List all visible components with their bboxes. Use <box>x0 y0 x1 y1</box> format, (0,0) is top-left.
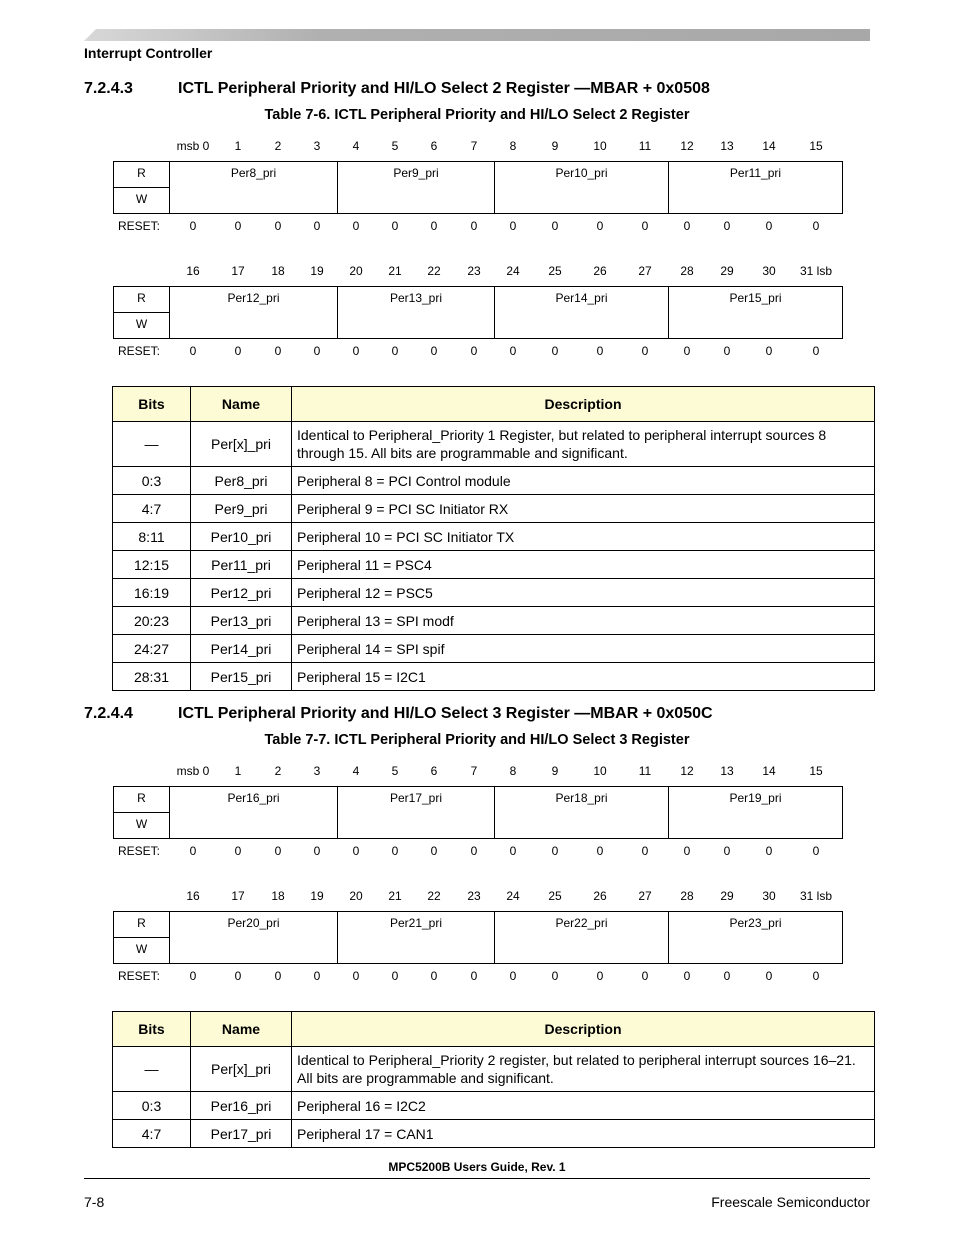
column-header: Name <box>191 387 292 422</box>
bits-cell: 12:15 <box>113 551 191 579</box>
bit-number: 8 <box>509 139 517 153</box>
reset-value: 0 <box>234 219 242 233</box>
reset-value: 0 <box>189 844 197 858</box>
reset-value: 0 <box>352 344 360 358</box>
reset-row <box>113 844 843 858</box>
bit-number: 11 <box>638 764 652 778</box>
register-field <box>338 787 495 838</box>
register-field <box>495 787 669 838</box>
reset-value: 0 <box>683 344 691 358</box>
bit-number: 29 <box>720 264 734 278</box>
field-name: Per9_pri <box>393 166 439 180</box>
reset-value: 0 <box>683 969 691 983</box>
bit-number: 20 <box>349 264 363 278</box>
reset-value: 0 <box>189 969 197 983</box>
description-cell: Peripheral 12 = PSC5 <box>292 579 875 607</box>
column-header: Name <box>191 1012 292 1047</box>
bits-cell: 16:19 <box>113 579 191 607</box>
bit-number: 27 <box>638 264 652 278</box>
field-name: Per18_pri <box>555 791 608 805</box>
table-row <box>113 422 875 467</box>
reset-value: 0 <box>596 969 604 983</box>
page-number: 7-8 <box>84 1194 105 1210</box>
register-row <box>113 911 843 964</box>
bit-number: 28 <box>680 889 694 903</box>
register-field <box>495 912 669 963</box>
reset-value: 0 <box>641 969 649 983</box>
running-header: Interrupt Controller <box>84 45 213 61</box>
reset-value: 0 <box>551 969 559 983</box>
bit-number-row <box>113 139 843 153</box>
bit-number: 23 <box>467 264 481 278</box>
bit-number: 6 <box>430 139 438 153</box>
reset-value: 0 <box>274 844 282 858</box>
section-heading-1 <box>84 80 710 98</box>
reset-row <box>113 344 843 358</box>
column-header: Bits <box>113 387 191 422</box>
reset-value: 0 <box>812 844 820 858</box>
bits-cell: 20:23 <box>113 607 191 635</box>
register-field <box>170 787 338 838</box>
bit-number: 29 <box>720 889 734 903</box>
bit-number: 24 <box>506 889 520 903</box>
register-field <box>669 287 842 338</box>
bits-cell: 8:11 <box>113 523 191 551</box>
reset-value: 0 <box>430 344 438 358</box>
reset-label: RESET: <box>118 844 161 858</box>
section-title: ICTL Peripheral Priority and HI/LO Select 2 Register —MBAR + 0x0508 <box>178 80 710 97</box>
bit-number: 7 <box>470 764 478 778</box>
bit-number: 11 <box>638 139 652 153</box>
register-row <box>113 161 843 214</box>
reset-value: 0 <box>551 344 559 358</box>
footer-doc-title: MPC5200B Users Guide, Rev. 1 <box>388 1160 566 1174</box>
bit-number: 10 <box>593 764 607 778</box>
bit-number: 10 <box>593 139 607 153</box>
name-cell: Per[x]_pri <box>191 1047 292 1092</box>
reset-value: 0 <box>596 344 604 358</box>
bit-number: 12 <box>680 764 694 778</box>
name-cell: Per15_pri <box>191 663 292 691</box>
bit-number: 22 <box>427 264 441 278</box>
reset-value: 0 <box>723 969 731 983</box>
bits-cell: 0:3 <box>113 1092 191 1120</box>
bit-number: 25 <box>548 264 562 278</box>
name-cell: Per13_pri <box>191 607 292 635</box>
bits-cell: 24:27 <box>113 635 191 663</box>
description-cell: Peripheral 17 = CAN1 <box>292 1120 875 1148</box>
reset-value: 0 <box>683 844 691 858</box>
reset-value: 0 <box>723 344 731 358</box>
table-row <box>113 579 875 607</box>
description-cell: Peripheral 16 = I2C2 <box>292 1092 875 1120</box>
bits-cell: — <box>113 1047 191 1092</box>
bit-number: 12 <box>680 139 694 153</box>
bit-number: 9 <box>551 139 559 153</box>
field-name: Per20_pri <box>227 916 280 930</box>
reset-value: 0 <box>509 844 517 858</box>
footer-rule <box>84 1178 870 1179</box>
description-cell: Peripheral 14 = SPI spif <box>292 635 875 663</box>
table-row <box>113 607 875 635</box>
bit-number: 4 <box>352 139 360 153</box>
section-number: 7.2.4.4 <box>84 705 133 722</box>
reset-value: 0 <box>641 219 649 233</box>
reset-value: 0 <box>391 969 399 983</box>
reset-value: 0 <box>352 219 360 233</box>
name-cell: Per16_pri <box>191 1092 292 1120</box>
bit-number: 4 <box>352 764 360 778</box>
write-label: W <box>135 192 148 206</box>
reset-value: 0 <box>723 219 731 233</box>
rw-labels <box>114 912 170 963</box>
bits-cell: — <box>113 422 191 467</box>
reset-value: 0 <box>470 344 478 358</box>
reset-row <box>113 969 843 983</box>
reset-value: 0 <box>189 219 197 233</box>
bit-number: 26 <box>593 264 607 278</box>
description-cell: Peripheral 8 = PCI Control module <box>292 467 875 495</box>
reset-value: 0 <box>641 344 649 358</box>
table-row <box>113 1092 875 1120</box>
bit-number: 19 <box>310 264 324 278</box>
register-field <box>170 287 338 338</box>
write-label: W <box>135 317 148 331</box>
bits-cell: 28:31 <box>113 663 191 691</box>
bit-number: 31 lsb <box>799 889 833 903</box>
bit-number-row <box>113 264 843 278</box>
footer-company: Freescale Semiconductor <box>711 1194 870 1210</box>
description-cell: Peripheral 10 = PCI SC Initiator TX <box>292 523 875 551</box>
name-cell: Per10_pri <box>191 523 292 551</box>
bit-number: 3 <box>313 764 321 778</box>
field-name: Per15_pri <box>729 291 782 305</box>
name-cell: Per14_pri <box>191 635 292 663</box>
reset-value: 0 <box>765 344 773 358</box>
reset-value: 0 <box>274 344 282 358</box>
bit-number: 27 <box>638 889 652 903</box>
name-cell: Per9_pri <box>191 495 292 523</box>
reset-label: RESET: <box>118 344 161 358</box>
read-label: R <box>114 291 169 313</box>
reset-value: 0 <box>189 344 197 358</box>
register-row <box>113 286 843 339</box>
reset-value: 0 <box>391 344 399 358</box>
field-name: Per14_pri <box>555 291 608 305</box>
field-name: Per8_pri <box>230 166 277 180</box>
read-label: R <box>114 916 169 938</box>
bit-number: 1 <box>234 139 242 153</box>
section-heading-2 <box>84 705 713 723</box>
read-label: R <box>114 791 169 813</box>
rw-labels <box>114 787 170 838</box>
column-header: Description <box>292 1012 875 1047</box>
reset-label: RESET: <box>118 969 161 983</box>
bits-cell: 0:3 <box>113 467 191 495</box>
bit-number: 23 <box>467 889 481 903</box>
field-name: Per21_pri <box>389 916 443 930</box>
reset-value: 0 <box>313 219 321 233</box>
reset-value: 0 <box>812 219 820 233</box>
bit-number: 28 <box>680 264 694 278</box>
bit-number: 14 <box>762 139 776 153</box>
reset-value: 0 <box>234 969 242 983</box>
bit-number: 13 <box>720 764 734 778</box>
reset-value: 0 <box>509 344 517 358</box>
bit-number: 5 <box>391 764 399 778</box>
bit-number: 18 <box>271 264 285 278</box>
reset-value: 0 <box>683 219 691 233</box>
read-label: R <box>114 166 169 188</box>
field-name: Per17_pri <box>389 791 443 805</box>
reset-value: 0 <box>765 969 773 983</box>
reset-value: 0 <box>551 844 559 858</box>
reset-value: 0 <box>274 969 282 983</box>
bit-number: 2 <box>274 139 282 153</box>
reset-value: 0 <box>274 219 282 233</box>
register-field <box>338 912 495 963</box>
bit-number: msb 0 <box>176 139 210 153</box>
rw-labels <box>114 162 170 213</box>
table-header-row <box>113 387 875 422</box>
bit-number: 21 <box>388 264 402 278</box>
reset-value: 0 <box>551 219 559 233</box>
bit-number: 30 <box>762 264 776 278</box>
table-row <box>113 1120 875 1148</box>
reset-value: 0 <box>313 344 321 358</box>
field-name: Per13_pri <box>389 291 443 305</box>
table-row <box>113 523 875 551</box>
reset-value: 0 <box>723 844 731 858</box>
register-field <box>495 287 669 338</box>
register-field <box>495 162 669 213</box>
reset-value: 0 <box>430 844 438 858</box>
bit-number: 19 <box>310 889 324 903</box>
field-name: Per16_pri <box>227 791 280 805</box>
bit-number: 8 <box>509 764 517 778</box>
bit-number: 20 <box>349 889 363 903</box>
bits-cell: 4:7 <box>113 495 191 523</box>
register-field <box>669 787 842 838</box>
bits-cell: 4:7 <box>113 1120 191 1148</box>
reset-value: 0 <box>430 969 438 983</box>
register-field <box>669 912 842 963</box>
reset-value: 0 <box>391 844 399 858</box>
register-row <box>113 786 843 839</box>
description-cell: Peripheral 11 = PSC4 <box>292 551 875 579</box>
bit-number: 18 <box>271 889 285 903</box>
reset-value: 0 <box>765 219 773 233</box>
bit-number: 3 <box>313 139 321 153</box>
bit-number: 17 <box>231 889 245 903</box>
field-name: Per11_pri <box>729 166 782 180</box>
field-description-table-1 <box>112 386 875 691</box>
reset-value: 0 <box>596 219 604 233</box>
description-cell: Identical to Peripheral_Priority 1 Register, but related to peripheral interrupt sources 8 through 15. All bits are programmable and significant. <box>292 422 875 467</box>
reset-value: 0 <box>641 844 649 858</box>
table-row <box>113 635 875 663</box>
description-cell: Peripheral 15 = I2C1 <box>292 663 875 691</box>
description-cell: Identical to Peripheral_Priority 2 register, but related to peripheral interrupt sources 16–21. All bits are programmable and significant. <box>292 1047 875 1092</box>
reset-label: RESET: <box>118 219 161 233</box>
header-bar <box>84 29 870 41</box>
bit-number: 7 <box>470 139 478 153</box>
rw-labels <box>114 287 170 338</box>
bit-number: 22 <box>427 889 441 903</box>
table-row <box>113 663 875 691</box>
bit-number: 16 <box>186 264 200 278</box>
bit-number: 14 <box>762 764 776 778</box>
reset-value: 0 <box>509 969 517 983</box>
field-name: Per12_pri <box>227 291 280 305</box>
table-row <box>113 1047 875 1092</box>
bit-number: 31 lsb <box>799 264 833 278</box>
reset-value: 0 <box>313 844 321 858</box>
bit-number: 2 <box>274 764 282 778</box>
bit-number-row <box>113 764 843 778</box>
bit-number: 6 <box>430 764 438 778</box>
bit-number: 26 <box>593 889 607 903</box>
reset-value: 0 <box>352 844 360 858</box>
register-field <box>338 287 495 338</box>
register-field <box>669 162 842 213</box>
reset-value: 0 <box>234 844 242 858</box>
bit-number: 24 <box>506 264 520 278</box>
bit-number: 13 <box>720 139 734 153</box>
table-header-row <box>113 1012 875 1047</box>
register-field <box>170 912 338 963</box>
table-row <box>113 551 875 579</box>
field-description-table-2 <box>112 1011 875 1148</box>
reset-value: 0 <box>509 219 517 233</box>
table-caption-2: Table 7-7. ICTL Peripheral Priority and HI/LO Select 3 Register <box>264 732 690 748</box>
reset-value: 0 <box>812 969 820 983</box>
bit-number: 25 <box>548 889 562 903</box>
name-cell: Per8_pri <box>191 467 292 495</box>
reset-value: 0 <box>470 969 478 983</box>
bit-number: 1 <box>234 764 242 778</box>
bit-number: 5 <box>391 139 399 153</box>
reset-value: 0 <box>765 844 773 858</box>
register-field <box>338 162 495 213</box>
bit-number: 30 <box>762 889 776 903</box>
reset-row <box>113 219 843 233</box>
name-cell: Per11_pri <box>191 551 292 579</box>
reset-value: 0 <box>313 969 321 983</box>
field-name: Per19_pri <box>729 791 782 805</box>
reset-value: 0 <box>596 844 604 858</box>
field-name: Per23_pri <box>729 916 782 930</box>
bit-number: 9 <box>551 764 559 778</box>
field-name: Per10_pri <box>555 166 608 180</box>
table-row <box>113 495 875 523</box>
write-label: W <box>135 942 148 956</box>
name-cell: Per12_pri <box>191 579 292 607</box>
bit-number: 15 <box>809 764 823 778</box>
reset-value: 0 <box>430 219 438 233</box>
bit-number: 17 <box>231 264 245 278</box>
column-header: Description <box>292 387 875 422</box>
section-title: ICTL Peripheral Priority and HI/LO Select 3 Register —MBAR + 0x050C <box>178 705 713 722</box>
reset-value: 0 <box>470 844 478 858</box>
reset-value: 0 <box>391 219 399 233</box>
field-name: Per22_pri <box>555 916 608 930</box>
reset-value: 0 <box>470 219 478 233</box>
table-row <box>113 467 875 495</box>
bit-number-row <box>113 889 843 903</box>
section-number: 7.2.4.3 <box>84 80 133 97</box>
name-cell: Per[x]_pri <box>191 422 292 467</box>
column-header: Bits <box>113 1012 191 1047</box>
bit-number: 15 <box>809 139 823 153</box>
register-field <box>170 162 338 213</box>
table-caption-1: Table 7-6. ICTL Peripheral Priority and HI/LO Select 2 Register <box>264 107 690 123</box>
bit-number: msb 0 <box>176 764 210 778</box>
write-label: W <box>135 817 148 831</box>
bit-number: 21 <box>388 889 402 903</box>
reset-value: 0 <box>234 344 242 358</box>
name-cell: Per17_pri <box>191 1120 292 1148</box>
reset-value: 0 <box>352 969 360 983</box>
description-cell: Peripheral 9 = PCI SC Initiator RX <box>292 495 875 523</box>
description-cell: Peripheral 13 = SPI modf <box>292 607 875 635</box>
bit-number: 16 <box>186 889 200 903</box>
reset-value: 0 <box>812 344 820 358</box>
